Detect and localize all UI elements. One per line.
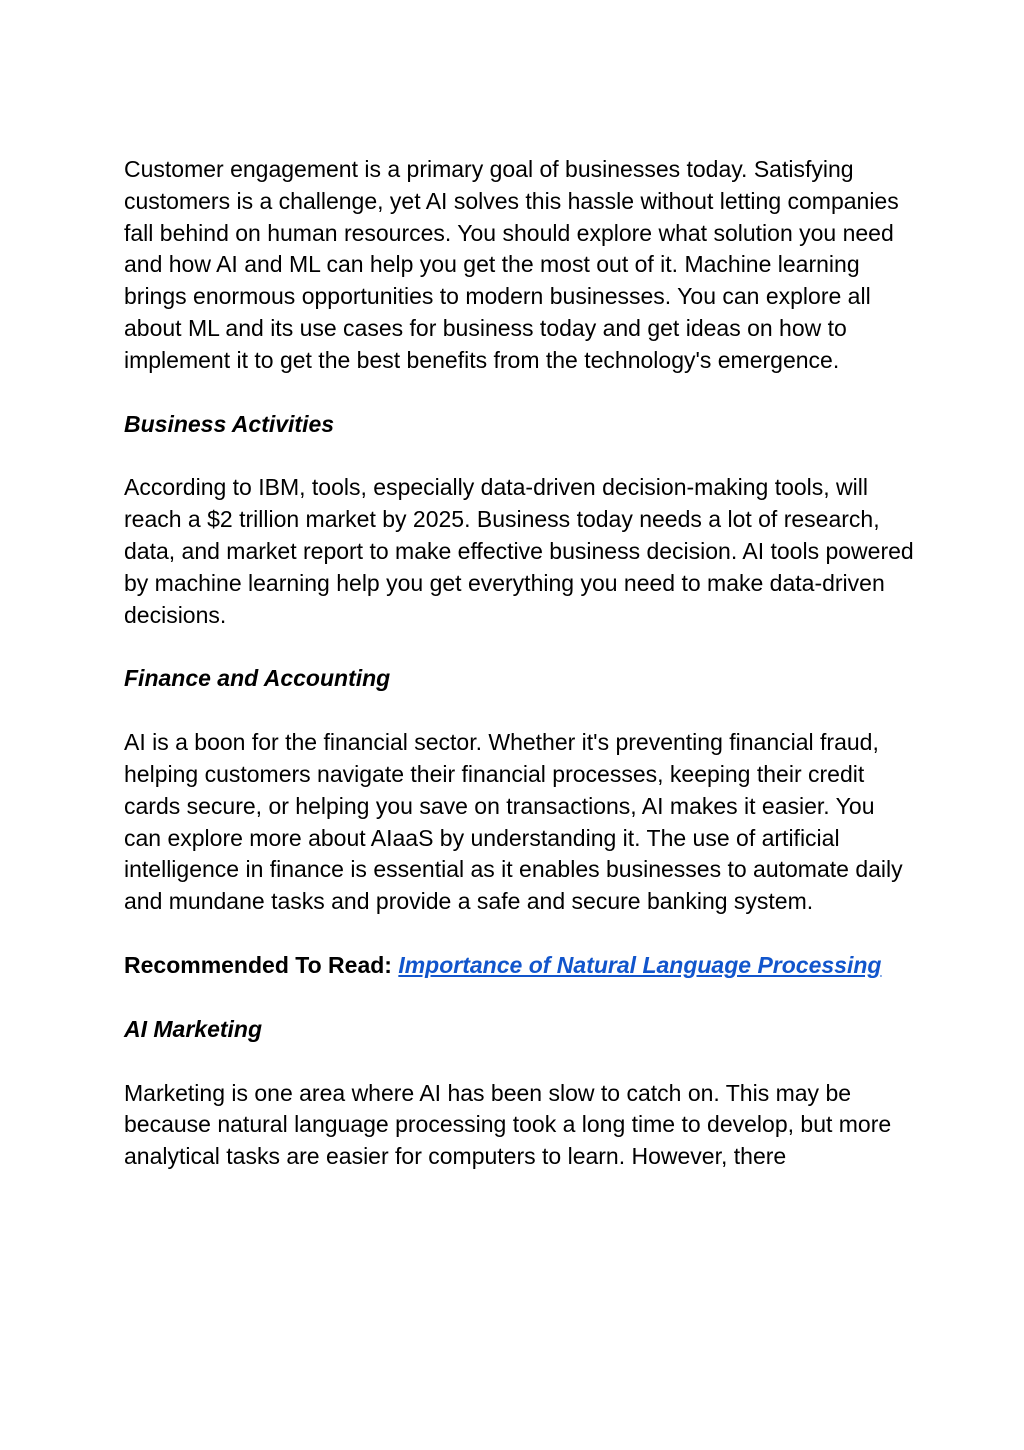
document-page	[124, 154, 914, 1205]
section-heading-business-activities: Business Activities	[124, 410, 335, 437]
recommended-link[interactable]: Importance of Natural Language Processing	[398, 951, 882, 978]
section-heading-finance-accounting: Finance and Accounting	[124, 665, 391, 692]
business-activities-paragraph: According to IBM, tools, especially data-driven decision-making tools, will reach a $2 trillion market by 2025. Business today needs a lot of research, data, and market report to make effective business decision. AI tools powered by machine learning help you get everything you need to make data-driven decisions.	[124, 474, 914, 628]
finance-accounting-paragraph: AI is a boon for the financial sector. Whether it's preventing financial fraud, helping customers navigate their financial processes, keeping their credit cards secure, or helping you save on transactions, AI makes it easier. You can explore more about AIaaS by understanding it. The use of artificial intelligence in finance is essential as it enables businesses to automate daily and mundane tasks and provide a safe and secure banking system.	[124, 729, 903, 915]
recommended-label: Recommended To Read:	[124, 951, 392, 978]
section-heading-ai-marketing: AI Marketing	[124, 1015, 263, 1042]
ai-marketing-paragraph: Marketing is one area where AI has been slow to catch on. This may be because natural language processing took a long time to develop, but more analytical tasks are easier for computers to learn. However, there	[124, 1079, 892, 1170]
intro-paragraph: Customer engagement is a primary goal of businesses today. Satisfying customers is a challenge, yet AI solves this hassle without letting companies fall behind on human resources. You should explore what solution you need and how AI and ML can help you get the most out of it. Machine learning brings enormous opportunities to modern businesses. You can explore all about ML and its use cases for business today and get ideas on how to implement it to get the best benefits from the technology's emergence.	[124, 156, 899, 373]
recommended-to-read	[124, 950, 914, 982]
